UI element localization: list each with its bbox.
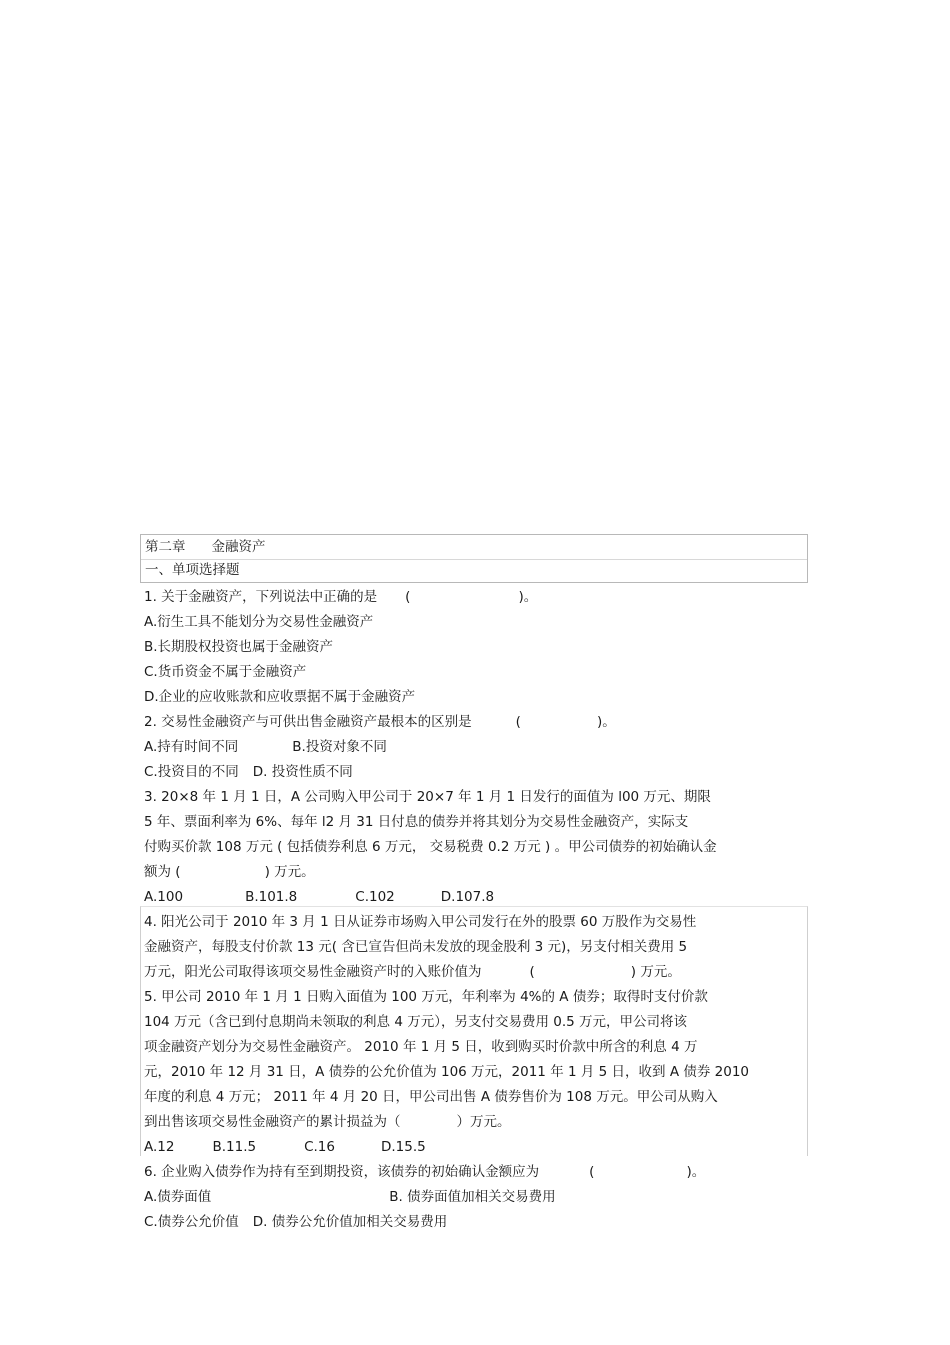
question-4-line-3 — [144, 962, 681, 982]
answer-paren-open: ( — [589, 1164, 595, 1180]
answer-paren-close: )。 — [518, 589, 538, 605]
question-5-line-4: 元，2010 年 12 月 31 日，A 债券的公允价值为 106 万元，2011 年 1 月 5 日，收到 A 债券 2010 — [144, 1064, 750, 1080]
question-5-line-5: 年度的利息 4 万元； 2011 年 4 月 20 日，甲公司出售 A 债券售价为 108 万元。甲公司从购入 — [144, 1089, 718, 1105]
question-5-line-3: 项金融资产划分为交易性金融资产。 2010 年 1 月 5 日，收到购买时价款中所含的利息 4 万 — [144, 1039, 698, 1055]
question-6-option-b: B. 债券面值加相关交易费用 — [389, 1189, 556, 1205]
question-6-options-row-2 — [144, 1212, 447, 1232]
question-5-text: 到出售该项交易性金融资产的累计损益为（ — [144, 1114, 401, 1130]
question-2-option-d: D. 投资性质不同 — [252, 764, 353, 780]
question-2-options-row-2 — [144, 762, 353, 782]
question-2-stem — [144, 712, 616, 732]
question-6-option-d: D. 债券公允价值加相关交易费用 — [252, 1214, 448, 1230]
question-2-option-c: C.投资目的不同 — [144, 764, 239, 780]
question-6-options-row-1 — [144, 1187, 556, 1207]
question-3-option-b: B.101.8 — [245, 889, 298, 905]
question-4-line-1: 4. 阳光公司于 2010 年 3 月 1 日从证券市场购入甲公司发行在外的股票 60 万股作为交易性 — [144, 914, 697, 930]
question-5-option-d: D.15.5 — [381, 1139, 426, 1155]
answer-paren-open: ( — [515, 714, 521, 730]
chapter-header-box — [140, 534, 808, 583]
question-6-stem — [144, 1162, 705, 1182]
question-3-line-4 — [144, 862, 315, 882]
question-2-text: 2. 交易性金融资产与可供出售金融资产最根本的区别是 — [144, 714, 472, 730]
question-3-line-2: 5 年、票面利率为 6%、每年 l2 月 31 日付息的债券并将其划分为交易性金融资产，实际支 — [144, 814, 689, 830]
section-heading: 一、单项选择题 — [145, 562, 240, 578]
chapter-heading — [145, 536, 266, 558]
question-1-option-a: A.衍生工具不能划分为交易性金融资产 — [144, 614, 374, 630]
answer-paren-close: ) 万元。 — [630, 964, 681, 980]
question-5-line-6 — [144, 1112, 511, 1132]
question-4-text: 万元，阳光公司取得该项交易性金融资产时的入账价值为 — [144, 964, 482, 980]
question-5-line-2: 104 万元（含已到付息期尚未领取的利息 4 万元），另支付交易费用 0.5 万元，甲公司将该 — [144, 1014, 688, 1030]
answer-paren-open: 额为 ( — [144, 864, 181, 880]
question-1-text: 1. 关于金融资产，下列说法中正确的是 — [144, 589, 378, 605]
question-1-option-d: D.企业的应收账款和应收票据不属于金融资产 — [144, 689, 416, 705]
question-1-stem — [144, 587, 537, 607]
question-6-option-c: C.债券公允价值 — [144, 1214, 239, 1230]
answer-paren-open: ( — [529, 964, 535, 980]
question-5-options — [144, 1137, 426, 1157]
answer-paren-close: )。 — [596, 714, 616, 730]
answer-paren-close: )。 — [686, 1164, 706, 1180]
question-5-option-b: B.11.5 — [212, 1139, 257, 1155]
header-divider — [141, 559, 807, 560]
chapter-number: 第二章 — [145, 539, 186, 555]
question-3-option-c: C.102 — [355, 889, 395, 905]
question-3-option-a: A.100 — [144, 889, 184, 905]
question-2-options-row-1 — [144, 737, 387, 757]
question-2-option-b: B.投资对象不同 — [292, 739, 387, 755]
question-3-option-d: D.107.8 — [440, 889, 495, 905]
question-6-text: 6. 企业购入债券作为持有至到期投资，该债券的初始确认金额应为 — [144, 1164, 540, 1180]
question-1-option-c: C.货币资金不属于金融资产 — [144, 664, 307, 680]
question-3-line-1: 3. 20×8 年 1 月 1 日，A 公司购入甲公司于 20×7 年 1 月 1 日发行的面值为 l00 万元、期限 — [144, 789, 711, 805]
question-5-line-1: 5. 甲公司 2010 年 1 月 1 日购入面值为 100 万元，年利率为 4%的 A 债券；取得时支付价款 — [144, 989, 708, 1005]
question-6-option-a: A.债券面值 — [144, 1189, 212, 1205]
question-3-line-3: 付购买价款 108 万元 ( 包括债券利息 6 万元， 交易税费 0.2 万元 ) 。甲公司债券的初始确认金 — [144, 839, 717, 855]
question-5-option-c: C.16 — [304, 1139, 335, 1155]
question-1-option-b: B.长期股权投资也属于金融资产 — [144, 639, 334, 655]
question-5-option-a: A.12 — [144, 1139, 175, 1155]
question-3-options — [144, 887, 494, 907]
question-4-line-2: 金融资产，每股支付价款 13 元( 含已宣告但尚未发放的现金股利 3 元)，另支付相关费用 5 — [144, 939, 688, 955]
answer-paren-open: ( — [405, 589, 411, 605]
question-2-option-a: A.持有时间不同 — [144, 739, 239, 755]
answer-paren-close: ）万元。 — [456, 1114, 511, 1130]
chapter-title: 金融资产 — [211, 539, 266, 555]
answer-paren-close: ) 万元。 — [264, 864, 315, 880]
